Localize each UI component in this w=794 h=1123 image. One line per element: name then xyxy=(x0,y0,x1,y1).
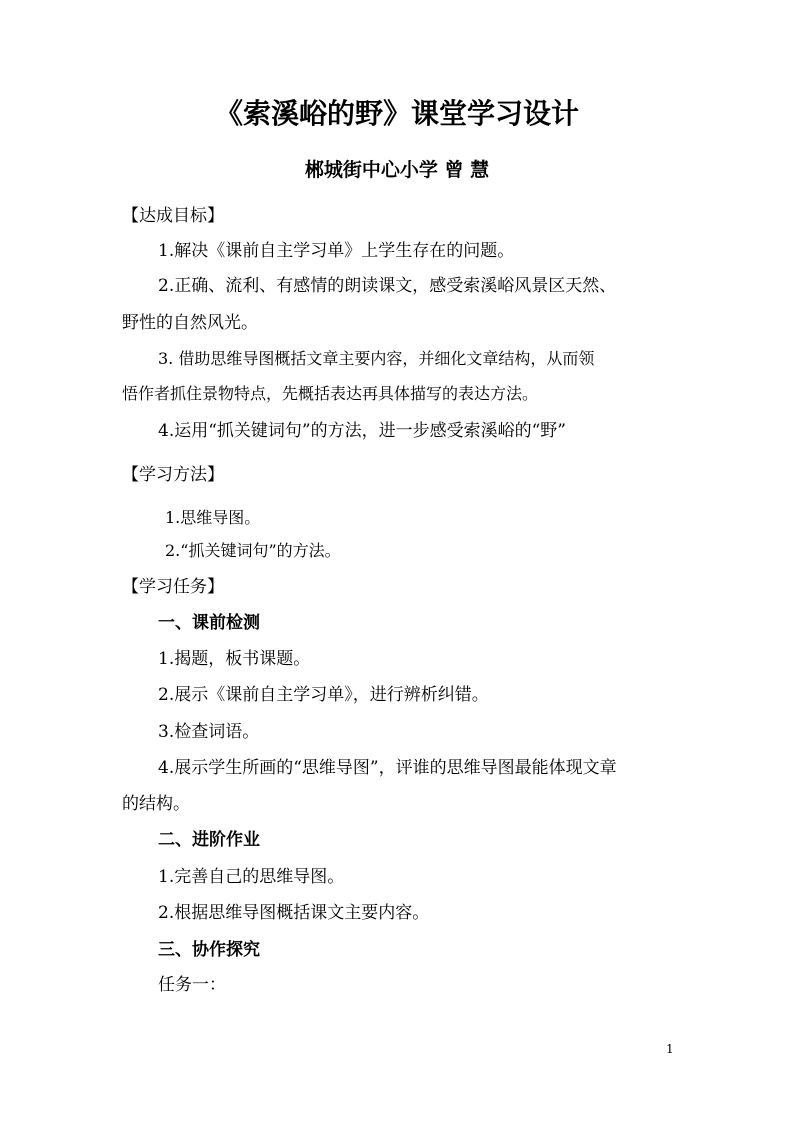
part2-item-1: 1.完善自己的思维导图。 xyxy=(158,867,345,887)
part2-item-2: 2.根据思维导图概括课文主要内容。 xyxy=(158,903,430,923)
part1-item-4-line-2: 的结构。 xyxy=(122,794,190,814)
methods-item-1: 1.思维导图。 xyxy=(165,508,261,527)
part1-item-2: 2.展示《课前自主学习单》，进行辨析纠错。 xyxy=(158,685,489,705)
author-line: 郴城街中心小学 曾 慧 xyxy=(304,159,490,181)
document-title: 《索溪峪的野》课堂学习设计 xyxy=(214,97,579,130)
part3-task-1: 任务一： xyxy=(158,975,226,995)
part1-heading: 一、课前检测 xyxy=(158,613,260,633)
goals-item-3-line-2: 悟作者抓住景物特点，先概括表达再具体描写的表达方法。 xyxy=(122,384,539,403)
goals-item-2-line-1: 2.正确、流利、有感情的朗读课文，感受索溪峪风景区天然、 xyxy=(158,276,617,296)
methods-heading: 【学习方法】 xyxy=(122,465,224,485)
part1-item-4-line-1: 4.展示学生所画的“思维导图”，评谁的思维导图最能体现文章 xyxy=(158,758,617,778)
goals-item-2-line-2: 野性的自然风光。 xyxy=(122,313,258,333)
page-number: 1 xyxy=(666,1042,674,1056)
part2-heading: 二、进阶作业 xyxy=(158,830,260,850)
methods-item-2: 2.“抓关键词句”的方法。 xyxy=(165,541,341,560)
part1-item-3: 3.检查词语。 xyxy=(158,722,260,742)
goals-item-4: 4.运用“抓关键词句”的方法，进一步感受索溪峪的“野” xyxy=(158,421,566,441)
part3-heading: 三、协作探究 xyxy=(158,940,260,960)
part1-item-1: 1.揭题，板书课题。 xyxy=(158,649,311,669)
goals-heading: 【达成目标】 xyxy=(122,206,224,226)
goals-item-1: 1.解决《课前自主学习单》上学生存在的问题。 xyxy=(158,241,515,261)
tasks-heading: 【学习任务】 xyxy=(122,577,224,597)
goals-item-3-line-1: 3. 借助思维导图概括文章主要内容，并细化文章结构，从而领 xyxy=(158,349,595,368)
